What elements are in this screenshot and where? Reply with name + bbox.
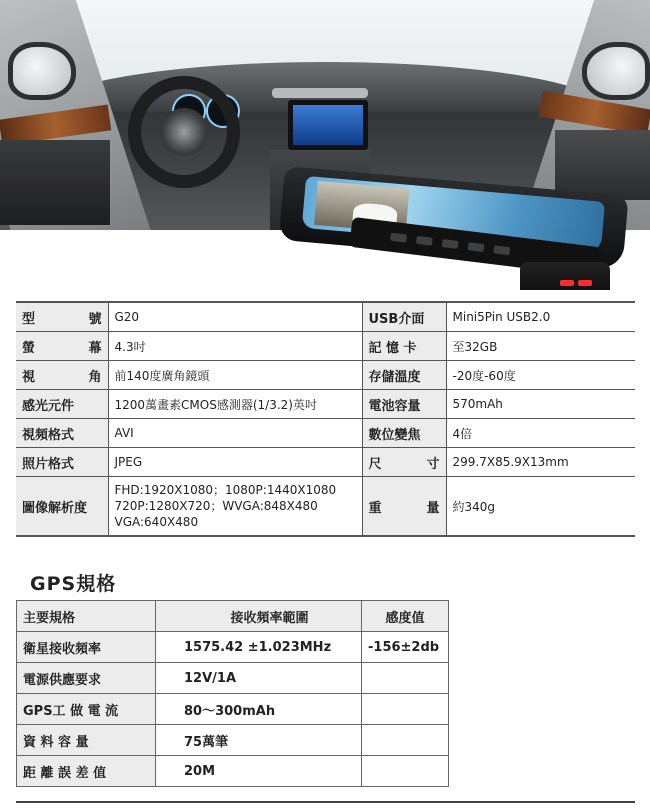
spec-value-cell [446, 302, 635, 332]
gps-cell [362, 632, 449, 663]
spec-table [16, 301, 635, 537]
spec-label-cell [362, 390, 446, 419]
spec-label-char: 寸 [426, 456, 440, 472]
spec-value: 4倍 [452, 426, 473, 441]
spec-value-cell [446, 448, 635, 477]
spec-value-cell [446, 361, 635, 390]
spec-value-cell [446, 419, 635, 448]
spec-label-cell [362, 361, 446, 390]
spec-label-cell [362, 477, 446, 537]
steering-wheel-hub [160, 108, 208, 156]
spec-label-char: 幕 [88, 340, 102, 356]
gps-header-text: 主要規格 [23, 610, 76, 626]
spec-label-char: 角 [88, 369, 102, 385]
resolution-values [108, 477, 362, 537]
gps-header-cell [17, 601, 156, 632]
spec-label-cell [16, 361, 108, 390]
spec-label: 數位變焦 [368, 427, 421, 443]
gps-cell [156, 663, 362, 694]
resolution-line: 720P:1280X720；WVGA:848X480 [114, 499, 318, 513]
gps-row [17, 694, 449, 725]
spec-value: 約340g [452, 499, 496, 514]
dashcam-button [468, 242, 485, 252]
gps-header-text: 接收頻率範圍 [230, 610, 309, 626]
door-panel-left [0, 140, 110, 225]
spec-label-cell [16, 332, 108, 361]
gps-cell [156, 756, 362, 787]
gps-cell-text: 衛星接收頻率 [23, 641, 102, 657]
spec-value-cell [446, 477, 635, 537]
gps-cell [17, 756, 156, 787]
spec-value: Mini5Pin USB2.0 [452, 310, 551, 324]
spec-label: 圖像解析度 [22, 500, 88, 516]
gps-spec-table [16, 600, 449, 787]
door-panel-right [555, 130, 650, 200]
gps-header-cell [156, 601, 362, 632]
side-mirror-right [582, 42, 650, 100]
spec-value: G20 [114, 310, 140, 324]
dashcam-button [493, 245, 510, 255]
spec-value-cell [108, 419, 362, 448]
spec-label: 存儲溫度 [368, 369, 421, 385]
spec-label-char: 螢 [22, 340, 36, 356]
bottom-divider [16, 801, 635, 803]
spec-label-char: 號 [88, 311, 102, 327]
spec-row [16, 302, 635, 332]
spec-row [16, 361, 635, 390]
dashcam-button [416, 236, 433, 246]
gps-cell-text: 資 料 容 量 [23, 734, 89, 750]
gps-section-title: GPS規格 [30, 573, 117, 595]
gps-cell [362, 725, 449, 756]
gps-cell-text: -156±2db [368, 639, 440, 655]
gps-cell [362, 756, 449, 787]
spec-label-cell [16, 448, 108, 477]
spec-value: JPEG [114, 455, 143, 469]
spec-value: 前140度廣角鏡頭 [114, 368, 210, 383]
spec-label-cell [16, 390, 108, 419]
gps-header-text: 感度值 [385, 610, 425, 626]
spec-label: 感光元件 [22, 398, 75, 414]
gps-cell-text: 1575.42 ±1.023MHz [184, 639, 332, 655]
spec-label: 電池容量 [368, 398, 421, 414]
spec-label-cell [16, 419, 108, 448]
gps-cell [362, 694, 449, 725]
spec-label-cell [362, 419, 446, 448]
spec-value-cell [108, 390, 362, 419]
gps-cell-text: 距 離 誤 差 值 [23, 765, 107, 781]
spec-label-char: 視 [22, 369, 36, 385]
spec-row-resolution [16, 477, 635, 537]
spec-label-cell [16, 477, 108, 537]
dashcam-button [442, 239, 459, 249]
spec-value: 570mAh [452, 397, 503, 411]
spec-value: 至32GB [452, 339, 498, 354]
gps-cell-text: 12V/1A [184, 670, 237, 686]
gps-cell [17, 694, 156, 725]
spec-row [16, 390, 635, 419]
gps-row [17, 663, 449, 694]
spec-row [16, 419, 635, 448]
spec-value-cell [108, 302, 362, 332]
spec-row [16, 448, 635, 477]
gps-cell [156, 725, 362, 756]
spec-label [369, 453, 440, 472]
gps-cell-text: GPS工 做 電 流 [23, 703, 119, 719]
spec-label [369, 497, 440, 516]
gps-header-cell [362, 601, 449, 632]
spec-value: 299.7X85.9X13mm [452, 455, 569, 469]
led-indicator [560, 280, 574, 286]
resolution-line: VGA:640X480 [114, 515, 199, 529]
spec-label: 視頻格式 [22, 427, 75, 443]
spec-value: -20度-60度 [452, 368, 516, 383]
gps-cell [17, 725, 156, 756]
spec-label-char: 型 [22, 311, 36, 327]
spec-label-char: 量 [426, 500, 440, 516]
gps-row [17, 632, 449, 663]
spec-label [22, 308, 102, 327]
spec-label: USB介面 [368, 311, 425, 327]
spec-label-cell [362, 302, 446, 332]
spec-value-cell [108, 332, 362, 361]
spec-label-cell [362, 448, 446, 477]
product-hero-image [0, 0, 650, 290]
infotainment-screen [288, 100, 368, 150]
dashcam-button [390, 233, 407, 243]
spec-value-cell [446, 390, 635, 419]
spec-label [22, 337, 102, 356]
spec-label-char: 尺 [368, 456, 382, 472]
gps-cell-text: 電源供應要求 [23, 672, 102, 688]
spec-label-cell [16, 302, 108, 332]
gps-cell-text: 20M [184, 763, 216, 779]
spec-value: 4.3吋 [114, 339, 146, 354]
side-mirror-left [8, 42, 76, 100]
spec-label-char: 重 [368, 500, 382, 516]
spec-value-cell [108, 448, 362, 477]
gps-cell [362, 663, 449, 694]
gps-cell [156, 694, 362, 725]
spec-value: 1200萬畫素CMOS感測器(1/3.2)英吋 [114, 397, 317, 412]
spec-row [16, 332, 635, 361]
gps-receiver-unit [520, 262, 610, 290]
spec-value-cell [108, 361, 362, 390]
spec-value: AVI [114, 426, 134, 440]
gps-cell-text: 80～300mAh [184, 703, 276, 719]
gps-row [17, 725, 449, 756]
gps-cell-text: 75萬筆 [184, 734, 229, 750]
air-vent-bar [272, 88, 368, 98]
spec-label [22, 366, 102, 385]
gps-row [17, 756, 449, 787]
resolution-line: FHD:1920X1080；1080P:1440X1080 [114, 483, 337, 497]
spec-label: 照片格式 [22, 456, 75, 472]
led-indicator [578, 280, 592, 286]
gps-header-row [17, 601, 449, 632]
spec-value-cell [446, 332, 635, 361]
spec-label: 記 憶 卡 [368, 340, 417, 356]
spec-label-cell [362, 332, 446, 361]
gps-cell [17, 663, 156, 694]
gps-cell [156, 632, 362, 663]
gps-cell [17, 632, 156, 663]
